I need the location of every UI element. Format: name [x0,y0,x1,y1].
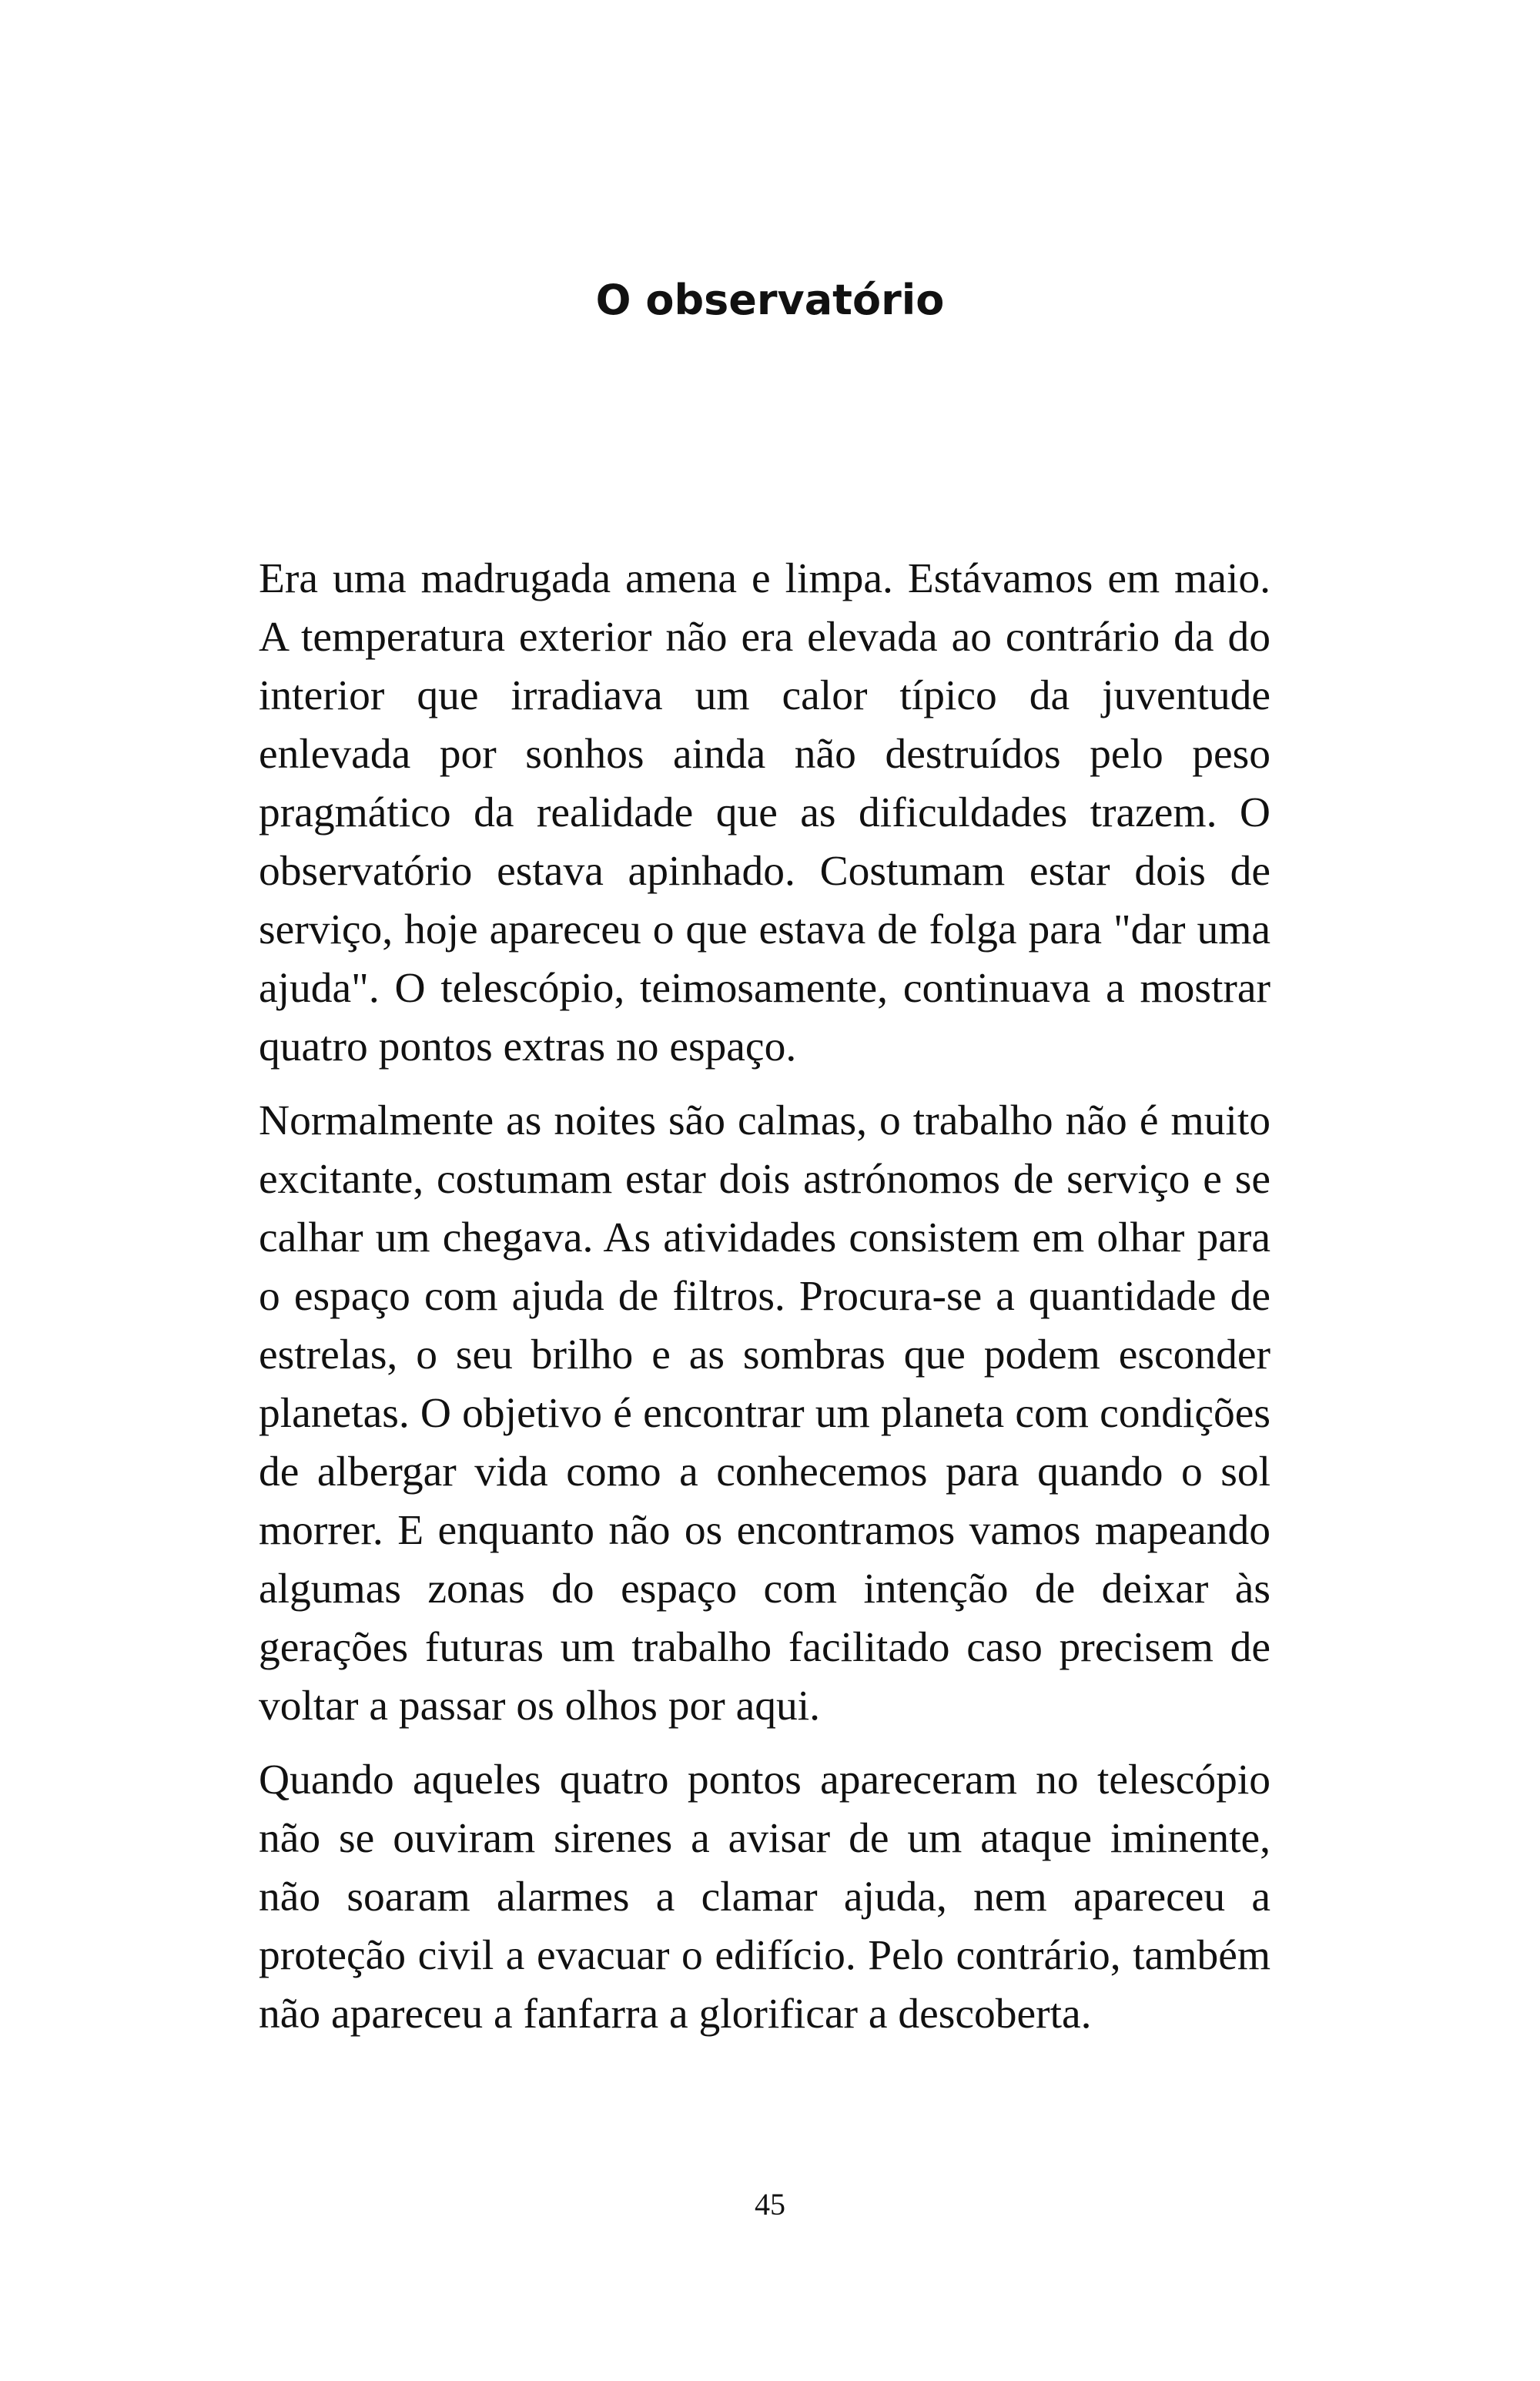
paragraph: Normalmente as noites são calmas, o trabalho não é muito excitante, costumam estar dois astrónomos de serviço e se calhar um chegava. As atividades consistem em olhar para o espaço com ajuda de filtros. Procura-se a quantidade de estrelas, o seu brilho e as sombras que podem esconder planetas. O objetivo é encontrar um planeta com condições de albergar vida como a conhecemos para quando o sol morrer. E enquanto não os encontramos vamos mapeando algumas zonas do espaço com intenção de deixar às gerações futuras um trabalho facilitado caso precisem de voltar a passar os olhos por aqui. [259,1097,1270,1730]
chapter-title: O observatório [595,276,945,324]
paragraph: Era uma madrugada amena e limpa. Estávamos em maio. A temperatura exterior não era elevada ao contrário da do interior que irradiava um calor típico da juventude enlevada por sonhos ainda não destruídos pelo peso pragmático da realidade que as dificuldades trazem. O observatório estava apinhado. Costumam estar dois de serviço, hoje apareceu o que estava de folga para "dar uma ajuda". O telescópio, teimosamente, continuava a mostrar quatro pontos extras no espaço. [259,555,1270,1070]
paragraph: Quando aqueles quatro pontos apareceram no telescópio não se ouviram sirenes a avisar de um ataque iminente, não soaram alarmes a clamar ajuda, nem apareceu a proteção civil a evacuar o edifício. Pelo contrário, também não apareceu a fanfarra a glorificar a descoberta. [259,1756,1270,2038]
body-text [259,550,1270,2059]
page-number: 45 [755,2187,785,2222]
